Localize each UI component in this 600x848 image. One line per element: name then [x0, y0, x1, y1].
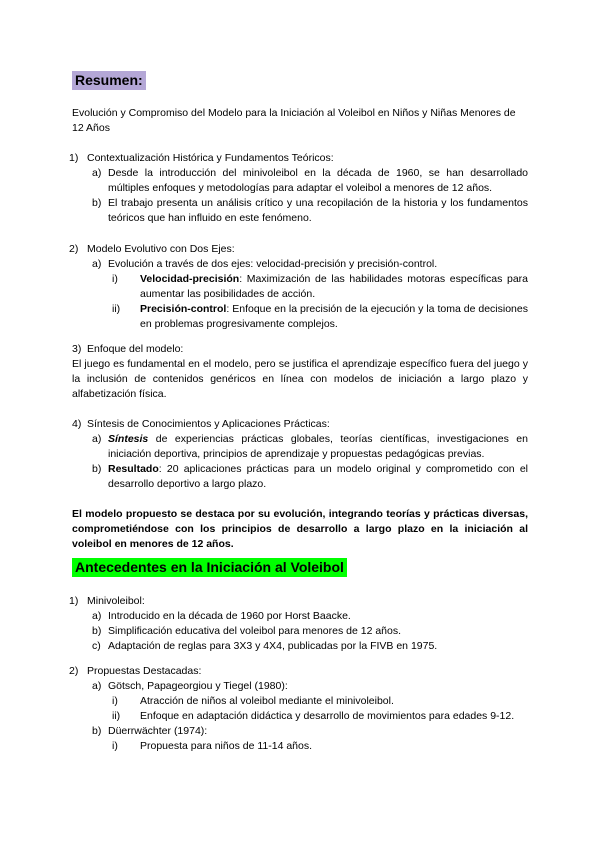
antecedentes-1-number: 1)	[69, 595, 79, 607]
item-label: ii)	[112, 303, 121, 315]
section-1-title: Contextualización Histórica y Fundamentos Teóricos:	[87, 152, 334, 164]
term-sintesis: Síntesis	[108, 433, 149, 445]
section-4	[72, 417, 528, 492]
antecedentes-section-1	[69, 594, 528, 654]
section-2-title: Modelo Evolutivo con Dos Ejes:	[87, 243, 235, 255]
section-2-number: 2)	[69, 243, 79, 255]
section-3-number: 3)	[72, 343, 82, 355]
definition-text: : Maximización de las habilidades motoras específicas para aumentar las posibilidades de acción.	[140, 273, 528, 300]
item-label: i)	[112, 273, 118, 285]
item-label: ii)	[112, 710, 121, 722]
section-2-item-ii	[140, 302, 528, 332]
antecedentes-2-item-b-i: Propuesta para niños de 11-14 años.	[140, 740, 313, 752]
antecedentes-section-2	[69, 664, 528, 754]
antecedentes-1-item-c: Adaptación de reglas para 3X3 y 4X4, publicadas por la FIVB en 1975.	[108, 640, 438, 652]
item-label: a)	[92, 167, 102, 179]
item-label: b)	[92, 463, 102, 475]
item-label: i)	[112, 695, 118, 707]
section-3	[72, 342, 528, 402]
conclusion-paragraph: El modelo propuesto se destaca por su evolución, integrando teorías y prácticas diversas, comprometiéndose con los principios de desarrollo a largo plazo en la iniciación al voleibol en menores de 12 años.	[72, 508, 528, 550]
item-label: b)	[92, 725, 102, 737]
antecedentes-2-item-a-ii: Enfoque en adaptación didáctica y desarrollo de movimientos para edades 9-12.	[140, 710, 515, 722]
item-label: a)	[92, 433, 102, 445]
section-4-title: Síntesis de Conocimientos y Aplicaciones Prácticas:	[87, 418, 330, 430]
section-3-text: El juego es fundamental en el modelo, pero se justifica el aprendizaje específico fuera del juego y la inclusión de contenidos genéricos en línea con modelos de iniciación a largo plazo y alfabetización física.	[72, 358, 528, 400]
section-1-number: 1)	[69, 152, 79, 164]
section-3-title: Enfoque del modelo:	[87, 343, 184, 355]
section-1-item-b: El trabajo presenta un análisis crítico y una recopilación de la historia y los fundamentos teóricos que han influido en este fenómeno.	[108, 197, 528, 224]
item-label: b)	[92, 197, 102, 209]
term-velocidad-precision: Velocidad-precisión	[140, 273, 240, 285]
antecedentes-2-item-a-i: Atracción de niños al voleibol mediante el minivoleibol.	[140, 695, 394, 707]
section-4-number: 4)	[72, 418, 82, 430]
antecedentes-1-item-b: Simplificación educativa del voleibol para menores de 12 años.	[108, 625, 402, 637]
resumen-heading: Resumen:	[72, 71, 146, 90]
definition-text: : 20 aplicaciones prácticas para un modelo original y comprometido con el desarrollo deportivo a largo plazo.	[108, 463, 528, 490]
section-1-item-a: Desde la introducción del minivoleibol en la década de 1960, se han desarrollado múltiples enfoques y metodologías para adaptar el voleibol a menores de 12 años.	[108, 167, 528, 194]
section-1	[69, 151, 528, 226]
section-2-item-i	[140, 272, 528, 302]
antecedentes-2-item-b: Düerrwächter (1974):	[108, 725, 208, 737]
item-label: b)	[92, 625, 102, 637]
item-label: c)	[92, 640, 101, 652]
definition-text: : Enfoque en la precisión de la ejecución y la toma de decisiones en problemas progresivamente complejos.	[140, 303, 528, 330]
item-label: i)	[112, 740, 118, 752]
item-label: a)	[92, 258, 102, 270]
definition-text: de experiencias prácticas globales, teorías científicas, investigaciones en iniciación deportiva, principios de aprendizaje y propuestas pedagógicas previas.	[108, 433, 528, 460]
item-label: a)	[92, 610, 102, 622]
item-label: a)	[92, 680, 102, 692]
section-4-item-a	[108, 432, 528, 462]
antecedentes-2-number: 2)	[69, 665, 79, 677]
antecedentes-2-item-a: Götsch, Papageorgiou y Tiegel (1980):	[108, 680, 288, 692]
document-subtitle: Evolución y Compromiso del Modelo para la Iniciación al Voleibol en Niños y Niñas Menores de 12 Años	[72, 107, 516, 134]
term-precision-control: Precisión-control	[140, 303, 227, 315]
antecedentes-2-title: Propuestas Destacadas:	[87, 665, 202, 677]
section-2	[69, 242, 528, 332]
antecedentes-1-title: Minivoleibol:	[87, 595, 145, 607]
antecedentes-1-item-a: Introducido en la década de 1960 por Horst Baacke.	[108, 610, 351, 622]
section-4-item-b	[108, 462, 528, 492]
section-2-item-a: Evolución a través de dos ejes: velocidad-precisión y precisión-control.	[108, 258, 438, 270]
antecedentes-heading: Antecedentes en la Iniciación al Voleibol	[72, 558, 347, 577]
term-resultado: Resultado	[108, 463, 159, 475]
